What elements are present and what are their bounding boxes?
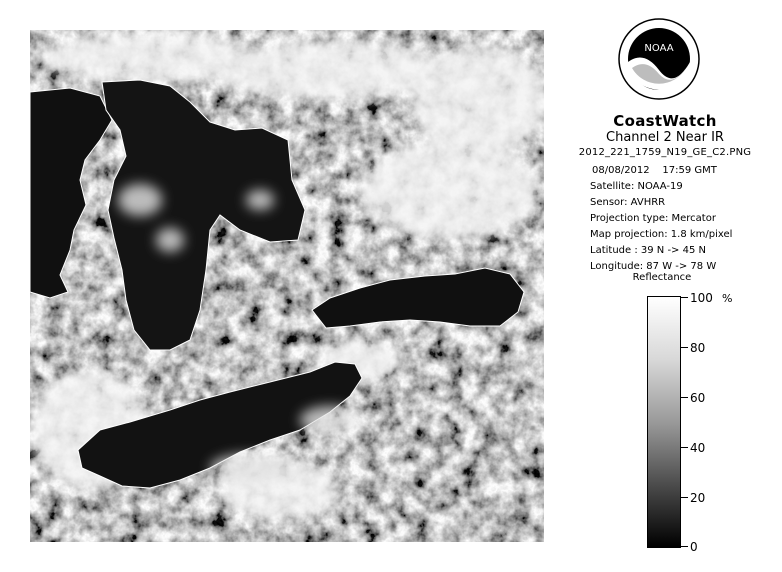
sensor: Sensor: AVHRR [590,197,666,208]
tick-mark [681,497,688,498]
noaa-text: NOAA [644,43,674,54]
tick-label: 20 [690,491,706,505]
latitude-range: Latitude : 39 N -> 45 N [590,245,706,256]
product-title: CoastWatch [613,112,717,130]
tick-label: 80 [690,341,706,355]
tick-mark [681,397,688,398]
legend-label: Reflectance [632,272,692,283]
tick-label: 40 [690,441,706,455]
map-projection: Map projection: 1.8 km/pixel [590,229,733,240]
projection-type: Projection type: Mercator [590,213,716,224]
date-value: 08/08/2012 [592,165,650,176]
tick-label: 0 [690,540,698,554]
legend-unit: % [722,292,733,305]
filename: 2012_221_1759_N19_GE_C2.PNG [578,147,752,158]
longitude-range: Longitude: 87 W -> 78 W [590,261,717,272]
tick-label: 100 [690,291,713,305]
satellite: Satellite: NOAA-19 [590,181,683,192]
channel-subtitle: Channel 2 Near IR [606,130,724,145]
noaa-seal-icon [618,18,700,100]
tick-mark [681,447,688,448]
reflectance-colorbar [647,296,681,548]
time-value: 17:59 GMT [662,165,717,176]
datetime [592,165,717,176]
tick-mark [681,347,688,348]
tick-mark [681,546,688,547]
tick-mark [681,297,688,298]
satellite-image [30,30,544,542]
tick-label: 60 [690,391,706,405]
